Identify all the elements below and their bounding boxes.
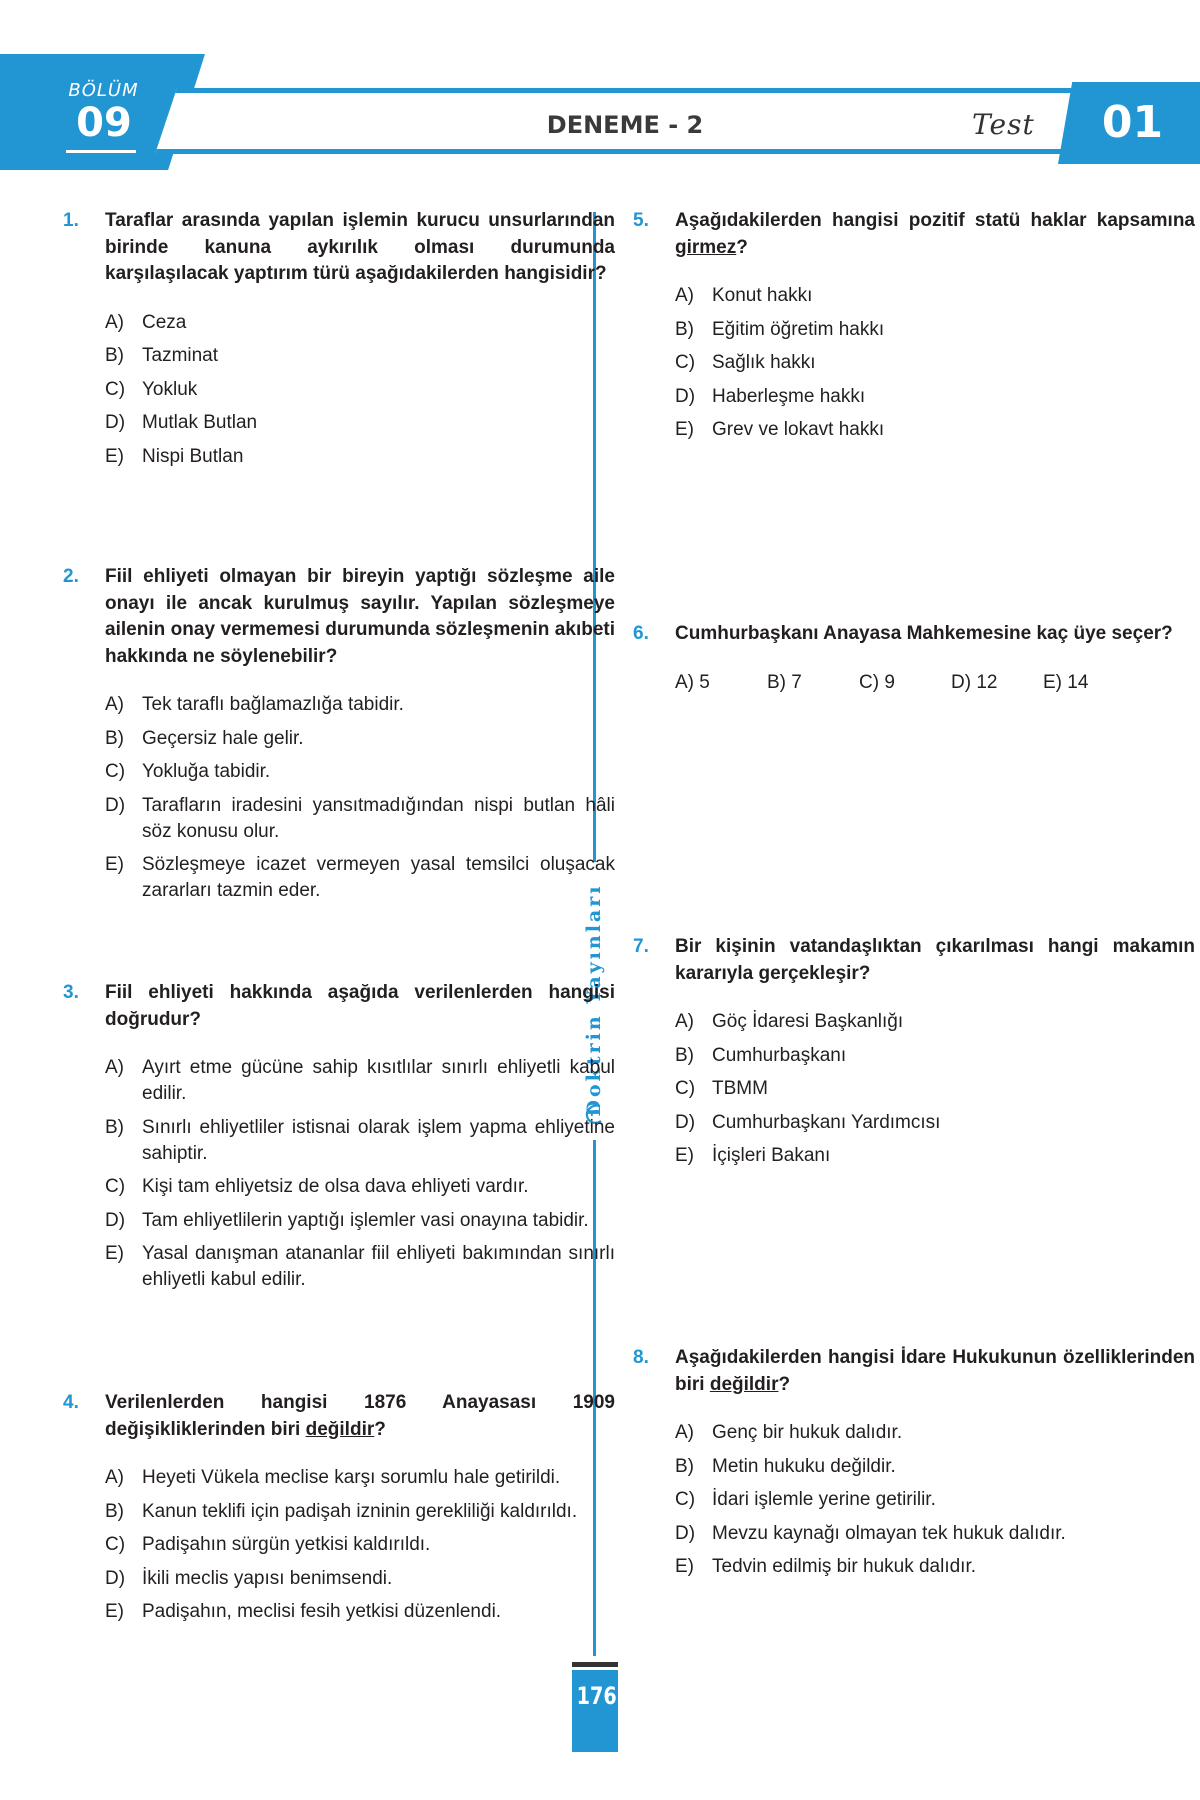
option-letter: E) bbox=[675, 1556, 694, 1577]
question-text-underlined: değildir bbox=[305, 1418, 375, 1440]
option-text: Nispi Butlan bbox=[142, 445, 244, 467]
option-a[interactable] bbox=[675, 1420, 1195, 1446]
options-list bbox=[675, 1009, 1195, 1169]
question-text: Cumhurbaşkanı Anayasa Mahkemesine kaç üye seçer? bbox=[675, 623, 1173, 644]
publisher-vertical-text: Doktrin Yayınları bbox=[583, 883, 605, 1117]
option-text: Cumhurbaşkanı Yardımcısı bbox=[712, 1111, 941, 1133]
option-text: Ceza bbox=[142, 311, 187, 333]
question-text: Taraflar arasında yapılan işlemin kurucu unsurlarından birinde kanuna aykırılık olması durumunda karşılaşılacak yaptırım türü aşağıdakilerden hangisidir? bbox=[105, 210, 615, 284]
question-number: 1. bbox=[63, 210, 79, 231]
option-e[interactable] bbox=[105, 1241, 615, 1293]
option-c[interactable] bbox=[675, 1487, 1195, 1513]
option-letter: C) bbox=[675, 352, 696, 373]
option-e[interactable] bbox=[675, 417, 1195, 443]
option-b[interactable]: B) 7 bbox=[767, 671, 802, 693]
option-text: Sınırlı ehliyetliler istisnai olarak işlem yapma ehliyetine sahiptir. bbox=[142, 1116, 615, 1164]
question-4 bbox=[63, 1390, 615, 1633]
option-b[interactable] bbox=[675, 317, 1195, 343]
options-list bbox=[105, 1465, 615, 1625]
question-text-after: ? bbox=[374, 1418, 386, 1440]
question-text-before: Aşağıdakilerden hangisi pozitif statü haklar kapsamına bbox=[675, 210, 1195, 231]
question-2 bbox=[63, 564, 615, 912]
question-text bbox=[675, 208, 1195, 261]
option-letter: C) bbox=[105, 1176, 126, 1197]
option-letter: D) bbox=[105, 794, 126, 816]
option-d[interactable]: D) 12 bbox=[951, 671, 998, 693]
option-d[interactable] bbox=[105, 1208, 615, 1234]
option-text: Konut hakkı bbox=[712, 285, 813, 306]
option-letter: B) bbox=[675, 1455, 694, 1477]
question-text-before: Verilenlerden hangisi 1876 Anayasası 1909 değişikliklerinden biri bbox=[105, 1392, 615, 1440]
test-number: 01 bbox=[1101, 97, 1164, 148]
option-c[interactable] bbox=[105, 1174, 615, 1200]
option-letter: E) bbox=[105, 1601, 124, 1622]
option-text: Haberleşme hakkı bbox=[712, 385, 866, 407]
option-letter: C) bbox=[105, 1534, 126, 1555]
options-list bbox=[675, 1420, 1195, 1580]
option-text: Yokluğa tabidir. bbox=[142, 761, 271, 782]
option-text: Cumhurbaşkanı bbox=[712, 1044, 847, 1066]
option-letter: E) bbox=[105, 445, 124, 467]
question-number: 5. bbox=[633, 210, 649, 231]
question-text: Bir kişinin vatandaşlıktan çıkarılması hangi makamın kararıyla gerçekleşir? bbox=[675, 936, 1195, 984]
question-text bbox=[105, 1390, 615, 1443]
option-letter: E) bbox=[675, 1145, 694, 1166]
question-text-after: ? bbox=[736, 236, 748, 258]
option-text: Kanun teklifi için padişah izninin gerekliliği kaldırıldı. bbox=[142, 1500, 578, 1522]
option-text: Heyeti Vükela meclise karşı sorumlu hale getirildi. bbox=[142, 1467, 561, 1488]
option-d[interactable] bbox=[105, 410, 615, 436]
option-e[interactable] bbox=[105, 444, 615, 470]
question-number: 4. bbox=[63, 1392, 79, 1413]
option-text: İdari işlemle yerine getirilir. bbox=[712, 1489, 936, 1510]
page-title: DENEME - 2 bbox=[546, 111, 704, 139]
option-c[interactable] bbox=[105, 377, 615, 403]
option-text: Mutlak Butlan bbox=[142, 412, 258, 433]
option-letter: A) bbox=[105, 311, 124, 333]
option-d[interactable] bbox=[105, 793, 615, 845]
option-letter: E) bbox=[675, 419, 694, 440]
option-letter: B) bbox=[105, 1116, 124, 1138]
option-text: Sağlık hakkı bbox=[712, 352, 816, 373]
option-letter: A) bbox=[675, 1422, 694, 1443]
option-letter: D) bbox=[675, 1522, 696, 1544]
option-d[interactable] bbox=[675, 1110, 1195, 1136]
option-letter: B) bbox=[675, 318, 694, 340]
option-e[interactable] bbox=[105, 1599, 615, 1625]
option-e[interactable] bbox=[675, 1554, 1195, 1580]
option-letter: A) bbox=[105, 1057, 124, 1078]
option-letter: E) bbox=[105, 1243, 124, 1264]
option-text: İçişleri Bakanı bbox=[712, 1145, 831, 1166]
option-text: Metin hukuku değildir. bbox=[712, 1455, 896, 1477]
question-8 bbox=[633, 1345, 1195, 1588]
question-6 bbox=[633, 621, 1195, 696]
option-letter: C) bbox=[105, 378, 126, 400]
option-letter: B) bbox=[105, 1500, 124, 1522]
question-1 bbox=[63, 208, 615, 477]
option-text: Yokluk bbox=[142, 378, 198, 400]
option-text: Grev ve lokavt hakkı bbox=[712, 419, 885, 440]
question-3 bbox=[63, 980, 615, 1301]
option-b[interactable] bbox=[675, 1043, 1195, 1069]
option-letter: D) bbox=[675, 1111, 696, 1133]
option-text: Eğitim öğretim hakkı bbox=[712, 318, 885, 340]
option-b[interactable] bbox=[105, 343, 615, 369]
option-a[interactable]: A) 5 bbox=[675, 671, 710, 693]
question-number: 7. bbox=[633, 936, 649, 957]
option-letter: A) bbox=[675, 285, 694, 306]
option-letter: D) bbox=[105, 1209, 126, 1231]
option-d[interactable] bbox=[105, 1566, 615, 1592]
option-a[interactable] bbox=[675, 283, 1195, 309]
option-text: Tarafların iradesini yansıtmadığından nispi butlan hâli söz konusu olur. bbox=[142, 794, 615, 842]
option-e[interactable] bbox=[105, 852, 615, 904]
option-e[interactable]: E) 14 bbox=[1043, 671, 1089, 693]
question-number: 2. bbox=[63, 566, 79, 587]
question-text-before: Aşağıdakilerden hangisi İdare Hukukunun özelliklerinden biri bbox=[675, 1347, 1195, 1395]
option-letter: A) bbox=[105, 694, 124, 715]
test-label: Test bbox=[972, 108, 1035, 141]
options-list bbox=[105, 310, 615, 470]
option-letter: D) bbox=[105, 1567, 126, 1589]
question-text-underlined: girmez bbox=[675, 236, 737, 258]
option-a[interactable] bbox=[105, 310, 615, 336]
option-text: Tek taraflı bağlamazlığa tabidir. bbox=[142, 694, 404, 715]
option-a[interactable] bbox=[675, 1009, 1195, 1035]
option-text: Genç bir hukuk dalıdır. bbox=[712, 1422, 903, 1443]
option-c[interactable] bbox=[105, 1532, 615, 1558]
options-list bbox=[105, 692, 615, 904]
page-number: 176 bbox=[576, 1682, 617, 1710]
option-letter: B) bbox=[105, 727, 124, 749]
option-letter: C) bbox=[105, 761, 126, 782]
question-number: 6. bbox=[633, 623, 649, 644]
option-text: Padişahın, meclisi fesih yetkisi düzenlendi. bbox=[142, 1601, 502, 1622]
option-b[interactable] bbox=[105, 1115, 615, 1167]
option-text: Ayırt etme gücüne sahip kısıtlılar sınırlı ehliyetli kabul edilir. bbox=[142, 1057, 615, 1104]
question-text-underlined: değildir bbox=[709, 1373, 779, 1395]
option-letter: C) bbox=[675, 1489, 696, 1510]
question-text-after: ? bbox=[778, 1373, 791, 1395]
bolum-underline bbox=[66, 150, 136, 153]
option-b[interactable] bbox=[105, 1499, 615, 1525]
option-e[interactable] bbox=[675, 1143, 1195, 1169]
option-d[interactable] bbox=[675, 384, 1195, 410]
option-text: Geçersiz hale gelir. bbox=[142, 727, 304, 749]
options-list bbox=[105, 1055, 615, 1293]
option-letter: C) bbox=[675, 1078, 696, 1099]
page-number-bar bbox=[572, 1662, 618, 1667]
option-letter: A) bbox=[675, 1011, 694, 1032]
question-7 bbox=[633, 934, 1195, 1177]
option-letter: B) bbox=[675, 1044, 694, 1066]
option-text: Mevzu kaynağı olmayan tek hukuk dalıdır. bbox=[712, 1522, 1066, 1544]
option-a[interactable] bbox=[105, 1465, 615, 1491]
question-text: Fiil ehliyeti hakkında aşağıda verilenlerden hangisi doğrudur? bbox=[105, 982, 615, 1030]
option-a[interactable] bbox=[105, 692, 615, 718]
option-text: İkili meclis yapısı benimsendi. bbox=[142, 1567, 393, 1589]
option-text: Tedvin edilmiş bir hukuk dalıdır. bbox=[712, 1556, 977, 1577]
question-number: 8. bbox=[633, 1347, 649, 1368]
question-5 bbox=[633, 208, 1195, 451]
option-c[interactable] bbox=[675, 350, 1195, 376]
question-text: Fiil ehliyeti olmayan bir bireyin yaptığı sözleşme aile onayı ile ancak kurulmuş sayılır. Yapılan sözleşmeye ailenin onay vermemesi durumunda sözleşmenin akıbeti hakkında ne söylenebilir? bbox=[105, 566, 615, 667]
option-d[interactable] bbox=[675, 1521, 1195, 1547]
option-letter: D) bbox=[105, 412, 126, 433]
option-a[interactable] bbox=[105, 1055, 615, 1107]
option-text: Tazminat bbox=[142, 345, 219, 366]
option-text: Yasal danışman atananlar fiil ehliyeti bakımından sınırlı ehliyetli kabul edilir. bbox=[142, 1243, 615, 1290]
bolum-label: BÖLÜM bbox=[68, 80, 139, 101]
option-text: Padişahın sürgün yetkisi kaldırıldı. bbox=[142, 1534, 431, 1555]
bolum-number: 09 bbox=[76, 100, 132, 146]
option-c[interactable] bbox=[105, 759, 615, 785]
option-b[interactable] bbox=[105, 726, 615, 752]
option-text: Göç İdaresi Başkanlığı bbox=[712, 1011, 904, 1032]
option-letter: E) bbox=[105, 854, 124, 875]
question-text bbox=[675, 1345, 1195, 1398]
option-letter: A) bbox=[105, 1467, 124, 1488]
question-number: 3. bbox=[63, 982, 79, 1003]
option-c[interactable]: C) 9 bbox=[859, 671, 895, 693]
option-b[interactable] bbox=[675, 1454, 1195, 1480]
option-c[interactable] bbox=[675, 1076, 1195, 1102]
options-inline bbox=[675, 670, 1195, 696]
option-text: Tam ehliyetlilerin yaptığı işlemler vasi onayına tabidir. bbox=[142, 1209, 589, 1231]
option-text: Kişi tam ehliyetsiz de olsa dava ehliyeti vardır. bbox=[142, 1176, 529, 1197]
option-text: TBMM bbox=[712, 1078, 768, 1099]
options-list bbox=[675, 283, 1195, 443]
option-letter: B) bbox=[105, 345, 124, 366]
option-letter: D) bbox=[675, 385, 696, 407]
option-text: Sözleşmeye icazet vermeyen yasal temsilci oluşacak zararları tazmin eder. bbox=[142, 854, 615, 901]
